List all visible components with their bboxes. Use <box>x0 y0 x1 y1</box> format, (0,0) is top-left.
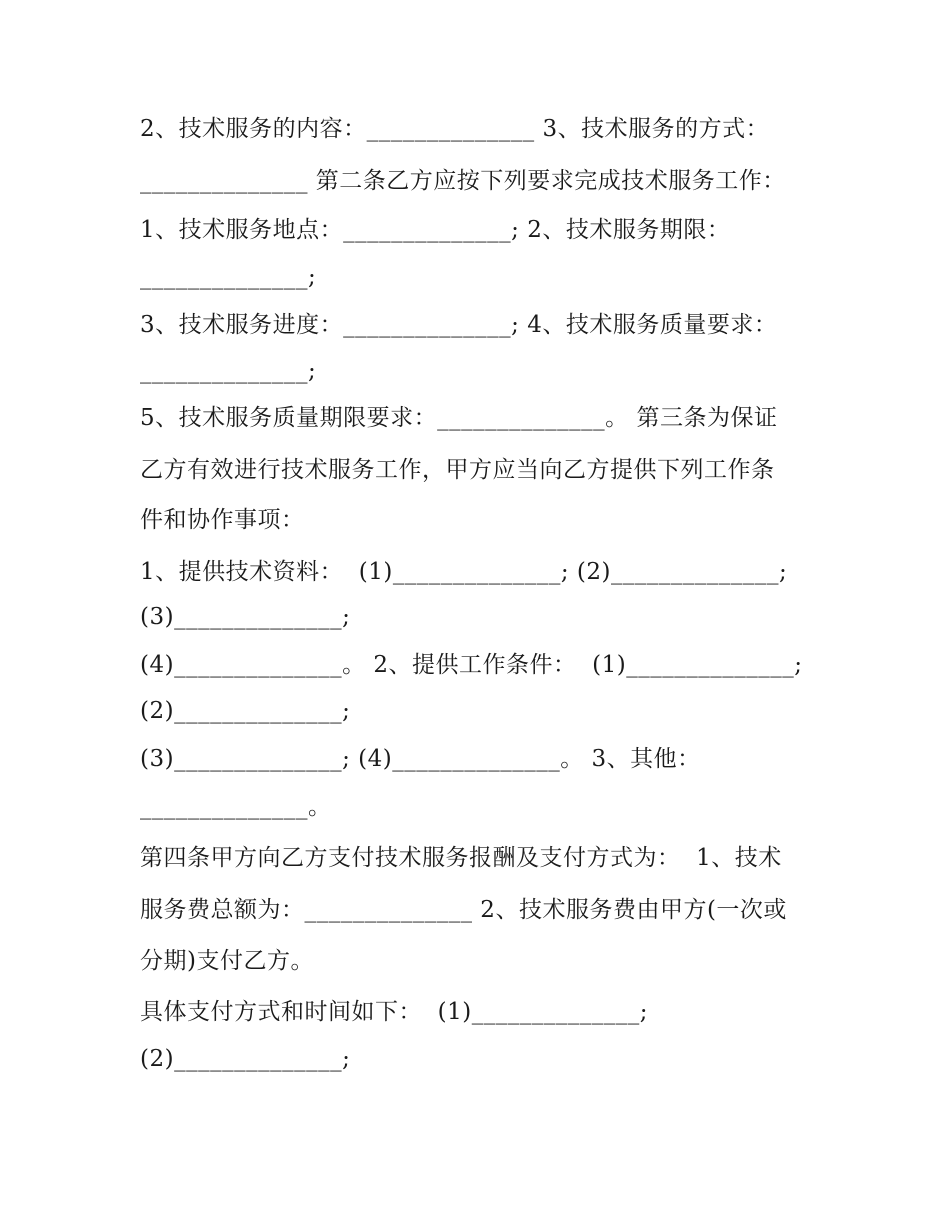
text-line: 第四条甲方向乙方支付技术服务报酬及支付方式为： 1、技术 <box>140 845 782 871</box>
text-line: (2)______________; <box>140 1046 351 1072</box>
text-line: 1、技术服务地点：______________; 2、技术服务期限： <box>140 217 731 243</box>
text-line: 件和协作事项： <box>140 507 305 533</box>
text-line: (4)______________。 2、提供工作条件： (1)______________; <box>140 652 803 678</box>
text-line: 2、技术服务的内容：______________ 3、技术服务的方式： <box>140 116 770 142</box>
text-line: ______________; <box>140 264 317 290</box>
text-line: (3)______________; <box>140 604 351 630</box>
text-line: 具体支付方式和时间如下： (1)______________; <box>140 999 648 1025</box>
text-line: 分期)支付乙方。 <box>140 948 314 974</box>
text-line: ______________; <box>140 358 317 384</box>
text-line: (3)______________; (4)______________。 3、其他： <box>140 746 701 772</box>
text-line: (2)______________; <box>140 698 351 724</box>
text-line: 1、提供技术资料： (1)______________; (2)______________; <box>140 559 788 585</box>
text-line: ______________。 <box>140 794 332 820</box>
text-line: ______________ 第二条乙方应按下列要求完成技术服务工作： <box>140 168 786 194</box>
text-line: 5、技术服务质量期限要求：______________。 第三条为保证 <box>140 405 778 431</box>
text-line: 服务费总额为：______________ 2、技术服务费由甲方(一次或 <box>140 897 787 923</box>
text-line: 乙方有效进行技术服务工作，甲方应当向乙方提供下列工作条 <box>140 457 775 483</box>
text-line: 3、技术服务进度：______________; 4、技术服务质量要求： <box>140 312 778 338</box>
